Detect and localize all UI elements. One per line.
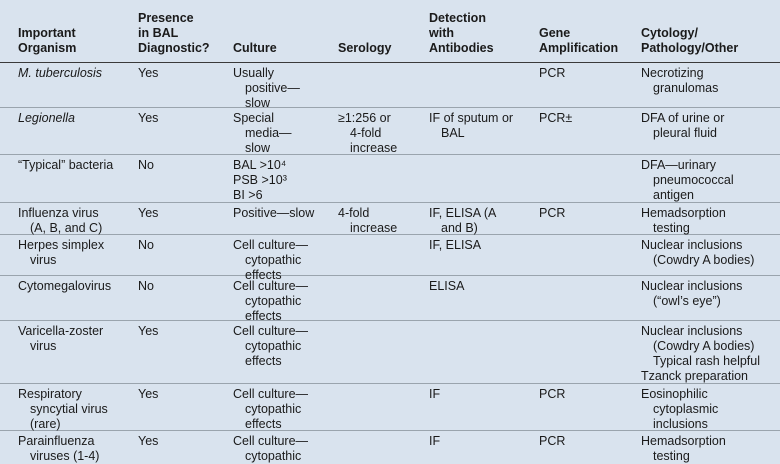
bal-value: Yes [138, 66, 159, 80]
serology-text: increase [350, 141, 398, 155]
serology-text: ≥1:256 or [338, 111, 391, 125]
cytology-text: antigen [653, 188, 695, 202]
header-culture: Culture [233, 41, 277, 55]
culture-text: Positive—slow [233, 206, 315, 220]
cytology-text: (“owl’s eye”) [653, 294, 721, 308]
gene-value: PCR± [539, 111, 573, 125]
organism-name: Legionella [18, 111, 75, 125]
detection-text: and B) [441, 221, 478, 235]
culture-text: cytopathic [245, 402, 302, 416]
culture-text: Cell culture— [233, 324, 309, 338]
culture-text: Usually [233, 66, 274, 80]
bal-value: Yes [138, 434, 159, 448]
header-detection: Detection with Antibodies [429, 11, 494, 55]
gene-value: PCR [539, 206, 566, 220]
bal-value: No [138, 238, 154, 252]
organism-name: M. tuberculosis [18, 66, 103, 80]
organism-name: virus [30, 253, 57, 267]
gene-value: PCR [539, 66, 566, 80]
gene-value: PCR [539, 387, 566, 401]
cytology-text: Tzanck preparation [641, 369, 749, 383]
table-row [0, 321, 780, 384]
header-organism: Important Organism [18, 26, 77, 55]
organism-name: virus [30, 339, 57, 353]
detection-text: IF, ELISA [429, 238, 482, 252]
culture-text: Cell culture— [233, 387, 309, 401]
cytology-text: pneumococcal [653, 173, 734, 187]
detection-text: IF [429, 434, 441, 448]
culture-text: effects [245, 354, 282, 368]
organism-name: (A, B, and C) [30, 221, 103, 235]
cytology-text: Hemadsorption [641, 434, 726, 448]
organism-name: Varicella-zoster [18, 324, 104, 338]
culture-text: slow [245, 96, 271, 110]
serology-text: 4-fold [350, 126, 382, 140]
organism-name: Influenza virus [18, 206, 99, 220]
bal-value: No [138, 158, 154, 172]
cytology-text: (Cowdry A bodies) [653, 339, 755, 353]
organism-name: (rare) [30, 417, 61, 431]
organism-name: Cytomegalovirus [18, 279, 112, 293]
bal-value: Yes [138, 111, 159, 125]
detection-text: ELISA [429, 279, 465, 293]
table-row [0, 63, 780, 108]
cytology-text: Nuclear inclusions [641, 324, 743, 338]
cytology-text: testing [653, 221, 690, 235]
cytology-text: cytoplasmic [653, 402, 719, 416]
cytology-text: Nuclear inclusions [641, 279, 743, 293]
culture-text: cytopathic [245, 294, 302, 308]
culture-text: Special [233, 111, 274, 125]
bal-value: No [138, 279, 154, 293]
cytology-text: pleural fluid [653, 126, 717, 140]
bal-value: Yes [138, 324, 159, 338]
culture-text: Cell culture— [233, 279, 309, 293]
culture-text: BI >6 [233, 188, 263, 202]
culture-text: PSB >10³ [233, 173, 287, 187]
detection-text: BAL [441, 126, 465, 140]
culture-text: Cell culture— [233, 238, 309, 252]
culture-text: BAL >10⁴ [233, 158, 287, 172]
table-row [0, 384, 780, 431]
cytology-text: Nuclear inclusions [641, 238, 743, 252]
culture-text: effects [245, 268, 282, 282]
serology-text: increase [350, 221, 398, 235]
header-serology: Serology [338, 41, 392, 55]
table-row [0, 235, 780, 282]
detection-text: IF of sputum or [429, 111, 514, 125]
table-row [0, 108, 780, 155]
table-header [0, 0, 780, 63]
cytology-text: testing [653, 449, 690, 463]
gene-value: PCR [539, 434, 566, 448]
serology-text: 4-fold [338, 206, 370, 220]
detection-text: IF, ELISA (A [429, 206, 497, 220]
header-gene-amplification: Gene Amplification [539, 26, 619, 55]
detection-text: IF [429, 387, 441, 401]
table-row [0, 431, 780, 462]
culture-text: effects [245, 417, 282, 431]
culture-text: slow [245, 141, 271, 155]
culture-text: Cell culture— [233, 434, 309, 448]
culture-text: cytopathic [245, 339, 302, 353]
bal-value: Yes [138, 206, 159, 220]
cytology-text: Hemadsorption [641, 206, 726, 220]
organism-name: viruses (1-4) [30, 449, 100, 463]
cytology-text: DFA—urinary [641, 158, 717, 172]
organism-name: “Typical” bacteria [18, 158, 114, 172]
culture-text: cytopathic [245, 253, 302, 267]
organism-name: Herpes simplex [18, 238, 105, 252]
organism-name: syncytial virus [30, 402, 108, 416]
culture-text: cytopathic [245, 449, 302, 463]
bal-value: Yes [138, 387, 159, 401]
cytology-text: (Cowdry A bodies) [653, 253, 755, 267]
header-cytology: Cytology/ Pathology/Other [641, 26, 739, 55]
table-row [0, 276, 780, 321]
cytology-text: Eosinophilic [641, 387, 708, 401]
cytology-text: inclusions [653, 417, 708, 431]
culture-text: effects [245, 309, 282, 323]
organism-name: Respiratory [18, 387, 82, 401]
header-bal: Presence in BAL Diagnostic? [138, 11, 210, 55]
cytology-text: granulomas [653, 81, 719, 95]
culture-text: positive— [245, 81, 300, 95]
organism-name: Parainfluenza [18, 434, 95, 448]
culture-text: media— [245, 126, 292, 140]
cytology-text: DFA of urine or [641, 111, 725, 125]
cytology-text: Typical rash helpful [653, 354, 761, 368]
cytology-text: Necrotizing [641, 66, 704, 80]
table-row [0, 203, 780, 235]
table-row [0, 155, 780, 203]
